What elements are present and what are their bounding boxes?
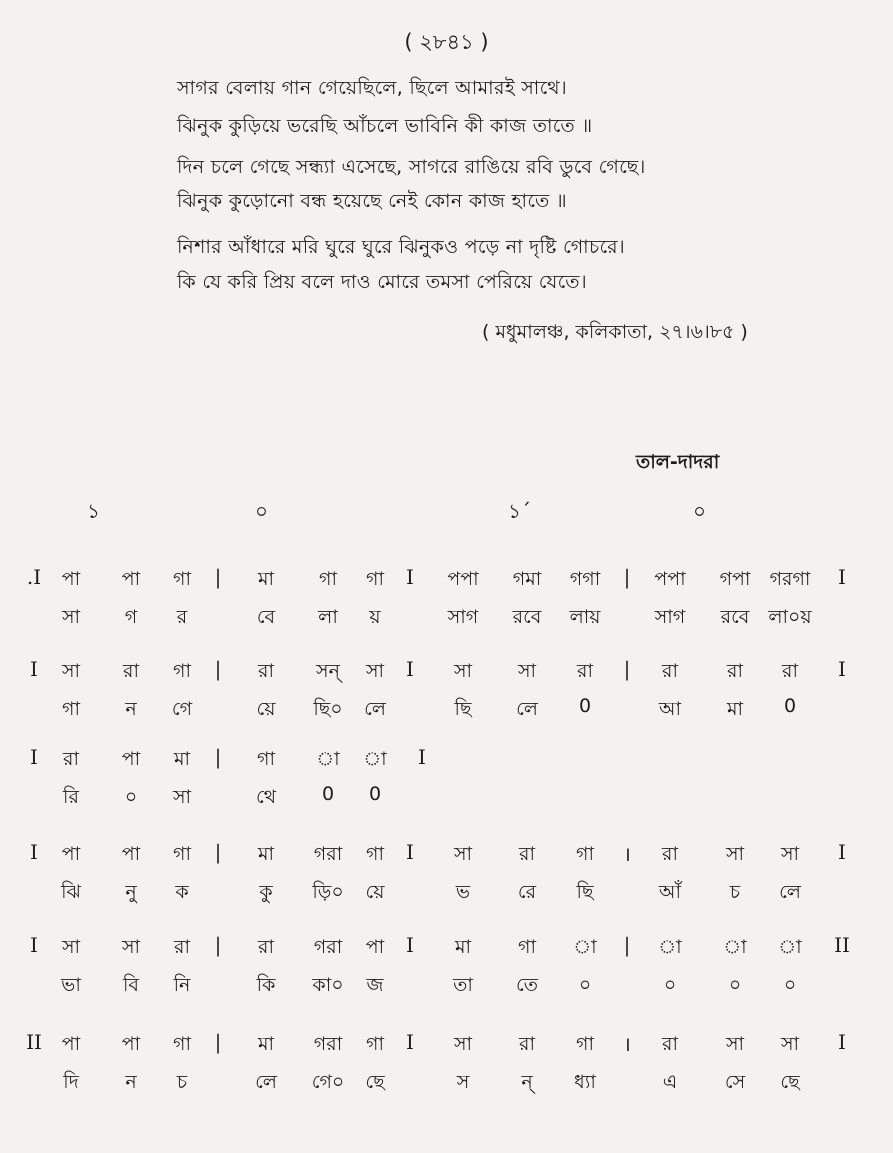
swara-note: মা bbox=[257, 843, 275, 865]
swara-note: গরগা bbox=[769, 568, 811, 590]
swara-note: পা bbox=[121, 568, 141, 590]
lyric-syllable: ন bbox=[125, 698, 137, 720]
swara-note: সা bbox=[725, 843, 745, 865]
barline: | bbox=[214, 657, 222, 681]
tala-label: তাল-দাদরা bbox=[636, 451, 720, 473]
barline: | bbox=[214, 933, 222, 957]
lyric-syllable: রবে bbox=[512, 606, 542, 628]
lyric-syllable: ধ্যা bbox=[574, 1071, 596, 1093]
barline: । bbox=[623, 1032, 631, 1056]
lyric-syllable: এ bbox=[662, 1071, 678, 1093]
lyric-syllable: ড়ি০ bbox=[312, 881, 344, 903]
swara-note: সা bbox=[780, 1033, 800, 1055]
lyric-syllable: রে bbox=[517, 881, 537, 903]
lyric-syllable: গে bbox=[171, 698, 193, 720]
swara-note: গা bbox=[518, 936, 536, 958]
swara-note: পা bbox=[121, 843, 141, 865]
swara-note: রা bbox=[63, 748, 79, 770]
lyric-row bbox=[0, 971, 893, 1005]
lyric-syllable: র bbox=[176, 606, 188, 628]
swara-note: পা bbox=[121, 1033, 141, 1055]
swara-note: রা bbox=[258, 660, 274, 682]
lyric-syllable: য়ে bbox=[365, 881, 385, 903]
swara-note: া bbox=[658, 936, 682, 958]
lyric-syllable: ০ bbox=[124, 786, 138, 808]
verse-line-5: নিশার আঁধারে মরি ঘুরে ঘুরে ঝিনুকও পড়ে না দৃষ্টি গোচরে। bbox=[177, 236, 626, 258]
lyric-syllable: সা bbox=[61, 606, 81, 628]
swara-row bbox=[0, 657, 893, 691]
lyric-syllable: স bbox=[456, 1071, 470, 1093]
barline: | bbox=[214, 565, 222, 589]
swara-note: মা bbox=[173, 748, 191, 770]
swara-note: গা bbox=[173, 568, 191, 590]
barline: I bbox=[838, 1030, 846, 1054]
lyric-syllable: রবে bbox=[720, 606, 750, 628]
lyric-syllable: সে bbox=[724, 1071, 746, 1093]
swara-note: মা bbox=[257, 568, 275, 590]
verse-line-2: ঝিনুক কুড়িয়ে ভরেছি আঁচলে ভাবিনি কী কাজ তাতে ॥ bbox=[177, 115, 593, 137]
lyric-syllable: য়ে bbox=[256, 698, 276, 720]
lyric-row bbox=[0, 783, 893, 817]
swara-note: গা bbox=[576, 843, 594, 865]
lyric-syllable: য় bbox=[369, 606, 381, 628]
swara-note: রা bbox=[662, 843, 678, 865]
swara-note: া bbox=[316, 748, 340, 770]
lyric-syllable: ন bbox=[125, 1071, 137, 1093]
swara-note: সা bbox=[517, 660, 537, 682]
swara-note: সা bbox=[61, 936, 81, 958]
swara-note: গা bbox=[257, 748, 275, 770]
swara-note: পা bbox=[121, 748, 141, 770]
barline: I bbox=[30, 933, 38, 957]
lyric-syllable: চ bbox=[729, 881, 741, 903]
swara-note: পা bbox=[61, 843, 81, 865]
page-number: ( ২৮৪১ ) bbox=[404, 30, 489, 54]
swara-note: গা bbox=[366, 843, 384, 865]
lyric-syllable: তা bbox=[453, 974, 473, 996]
barline: | bbox=[214, 1030, 222, 1054]
lyric-syllable: গে০ bbox=[311, 1071, 345, 1093]
swara-note: সা bbox=[453, 843, 473, 865]
lyric-syllable: ঝি bbox=[61, 881, 81, 903]
barline: II bbox=[834, 933, 850, 957]
beat-marker-1: ১ bbox=[87, 499, 100, 523]
swara-row bbox=[0, 745, 893, 779]
lyric-row bbox=[0, 1068, 893, 1102]
swara-note: া bbox=[363, 748, 387, 770]
swara-note: গরা bbox=[313, 843, 343, 865]
barline: | bbox=[214, 745, 222, 769]
swara-note: গপা bbox=[719, 568, 751, 590]
lyric-syllable: কা০ bbox=[312, 974, 344, 996]
swara-note: া bbox=[723, 936, 747, 958]
lyric-syllable: জ bbox=[366, 974, 384, 996]
swara-note: রা bbox=[577, 660, 593, 682]
lyric-syllable: সাগ bbox=[654, 606, 686, 628]
swara-note: সা bbox=[725, 1033, 745, 1055]
lyric-syllable: আ bbox=[658, 698, 682, 720]
swara-note: গরা bbox=[313, 1033, 343, 1055]
swara-note: সন্ bbox=[316, 660, 340, 682]
lyric-syllable: ছে bbox=[365, 1071, 385, 1093]
beat-marker-4: ০ bbox=[693, 499, 707, 523]
verse-line-4: ঝিনুক কুড়োনো বন্ধ হয়েছে নেই কোন কাজ হাতে ॥ bbox=[177, 190, 567, 212]
barline: II bbox=[26, 1030, 42, 1054]
swara-note: সা bbox=[780, 843, 800, 865]
swara-note: রা bbox=[782, 660, 798, 682]
lyric-syllable: ছে bbox=[780, 1071, 800, 1093]
lyric-syllable: চ bbox=[176, 1071, 188, 1093]
swara-note: রা bbox=[174, 936, 190, 958]
swara-row bbox=[0, 1030, 893, 1064]
lyric-syllable: ছি bbox=[454, 698, 472, 720]
lyric-syllable: ছি০ bbox=[313, 698, 343, 720]
swara-note: গা bbox=[576, 1033, 594, 1055]
lyric-syllable: কু bbox=[259, 881, 273, 903]
swara-note: মা bbox=[454, 936, 472, 958]
swara-note: মা bbox=[257, 1033, 275, 1055]
swara-note: গা bbox=[366, 568, 384, 590]
barline: I bbox=[406, 657, 414, 681]
barline: I bbox=[838, 657, 846, 681]
verse-line-3: দিন চলে গেছে সন্ধ্যা এসেছে, সাগরে রাঙিয়ে রবি ডুবে গেছে। bbox=[177, 156, 646, 178]
swara-note: পা bbox=[61, 1033, 81, 1055]
barline: I bbox=[406, 565, 414, 589]
barline: .I bbox=[26, 565, 42, 589]
beat-marker-2: ০ bbox=[255, 499, 269, 523]
swara-note: গমা bbox=[512, 568, 542, 590]
swara-note: া bbox=[778, 936, 802, 958]
swara-note: সা bbox=[365, 660, 385, 682]
barline: | bbox=[623, 657, 631, 681]
swara-note: রা bbox=[123, 660, 139, 682]
barline: I bbox=[838, 840, 846, 864]
swara-note: গা bbox=[366, 1033, 384, 1055]
lyric-syllable: লে bbox=[779, 881, 801, 903]
lyric-syllable: সা bbox=[172, 786, 192, 808]
lyric-syllable: লে bbox=[255, 1071, 277, 1093]
barline: I bbox=[406, 840, 414, 864]
lyric-syllable: গা bbox=[62, 698, 80, 720]
barline: I bbox=[30, 657, 38, 681]
swara-row bbox=[0, 933, 893, 967]
lyric-syllable: লে bbox=[364, 698, 386, 720]
swara-row bbox=[0, 565, 893, 599]
barline: I bbox=[418, 745, 426, 769]
lyric-row bbox=[0, 695, 893, 729]
barline: I bbox=[30, 745, 38, 769]
lyric-syllable: বি bbox=[122, 974, 140, 996]
swara-note: রা bbox=[258, 936, 274, 958]
swara-note: পা bbox=[365, 936, 385, 958]
lyric-syllable: লে bbox=[516, 698, 538, 720]
beat-marker-3: ১´ bbox=[508, 499, 531, 523]
lyric-syllable: দি bbox=[63, 1071, 79, 1093]
swara-note: রা bbox=[662, 1033, 678, 1055]
attribution: ( মধুমালঞ্চ, কলিকাতা, ২৭।৬।৮৫ ) bbox=[482, 321, 748, 343]
swara-note: পপা bbox=[654, 568, 686, 590]
swara-note: গরা bbox=[313, 936, 343, 958]
swara-note: গা bbox=[319, 568, 337, 590]
swara-note: া bbox=[573, 936, 597, 958]
swara-note: রা bbox=[662, 660, 678, 682]
lyric-syllable: সাগ bbox=[447, 606, 479, 628]
barline: | bbox=[623, 933, 631, 957]
swara-note: পপা bbox=[447, 568, 479, 590]
lyric-syllable: কি bbox=[256, 974, 276, 996]
lyric-syllable: ন্ bbox=[521, 1071, 533, 1093]
swara-note: গা bbox=[173, 843, 191, 865]
lyric-syllable: গ bbox=[124, 606, 138, 628]
barline: I bbox=[406, 933, 414, 957]
lyric-syllable: ছি bbox=[576, 881, 594, 903]
lyric-syllable: 0 bbox=[321, 783, 335, 805]
lyric-syllable: ভ bbox=[455, 881, 471, 903]
swara-note: সা bbox=[121, 936, 141, 958]
lyric-syllable: লা০য় bbox=[768, 606, 812, 628]
lyric-syllable: থে bbox=[255, 786, 277, 808]
barline: | bbox=[623, 565, 631, 589]
swara-note: গা bbox=[173, 1033, 191, 1055]
lyric-syllable: তে bbox=[516, 974, 538, 996]
lyric-syllable: ০ bbox=[578, 974, 592, 996]
lyric-syllable: রি bbox=[63, 786, 79, 808]
barline: I bbox=[406, 1030, 414, 1054]
barline: I bbox=[838, 565, 846, 589]
swara-note: রা bbox=[519, 843, 535, 865]
swara-note: গা bbox=[173, 660, 191, 682]
swara-note: রা bbox=[727, 660, 743, 682]
swara-note: পা bbox=[61, 568, 81, 590]
lyric-syllable: নু bbox=[125, 881, 137, 903]
lyric-syllable: আঁ bbox=[658, 881, 682, 903]
lyric-row bbox=[0, 878, 893, 912]
swara-note: গগা bbox=[569, 568, 601, 590]
lyric-syllable: ০ bbox=[728, 974, 742, 996]
lyric-syllable: মা bbox=[726, 698, 744, 720]
lyric-syllable: 0 bbox=[783, 695, 797, 717]
lyric-syllable: লা bbox=[318, 606, 338, 628]
swara-note: সা bbox=[453, 1033, 473, 1055]
barline: I bbox=[30, 840, 38, 864]
lyric-syllable: 0 bbox=[368, 783, 382, 805]
barline: | bbox=[214, 840, 222, 864]
lyric-syllable: নি bbox=[173, 974, 191, 996]
lyric-syllable: ০ bbox=[663, 974, 677, 996]
lyric-syllable: ক bbox=[175, 881, 189, 903]
swara-note: সা bbox=[61, 660, 81, 682]
lyric-syllable: ০ bbox=[783, 974, 797, 996]
lyric-syllable: 0 bbox=[578, 695, 592, 717]
lyric-syllable: লায় bbox=[569, 606, 601, 628]
swara-note: সা bbox=[453, 660, 473, 682]
lyric-row bbox=[0, 603, 893, 637]
barline: । bbox=[623, 842, 631, 866]
swara-note: রা bbox=[519, 1033, 535, 1055]
verse-line-1: সাগর বেলায় গান গেয়েছিলে, ছিলে আমারই সাথে। bbox=[177, 77, 567, 99]
lyric-syllable: ভা bbox=[61, 974, 81, 996]
lyric-syllable: বে bbox=[256, 606, 276, 628]
swara-row bbox=[0, 840, 893, 874]
verse-line-6: কি যে করি প্রিয় বলে দাও মোরে তমসা পেরিয়ে যেতে। bbox=[177, 271, 587, 293]
